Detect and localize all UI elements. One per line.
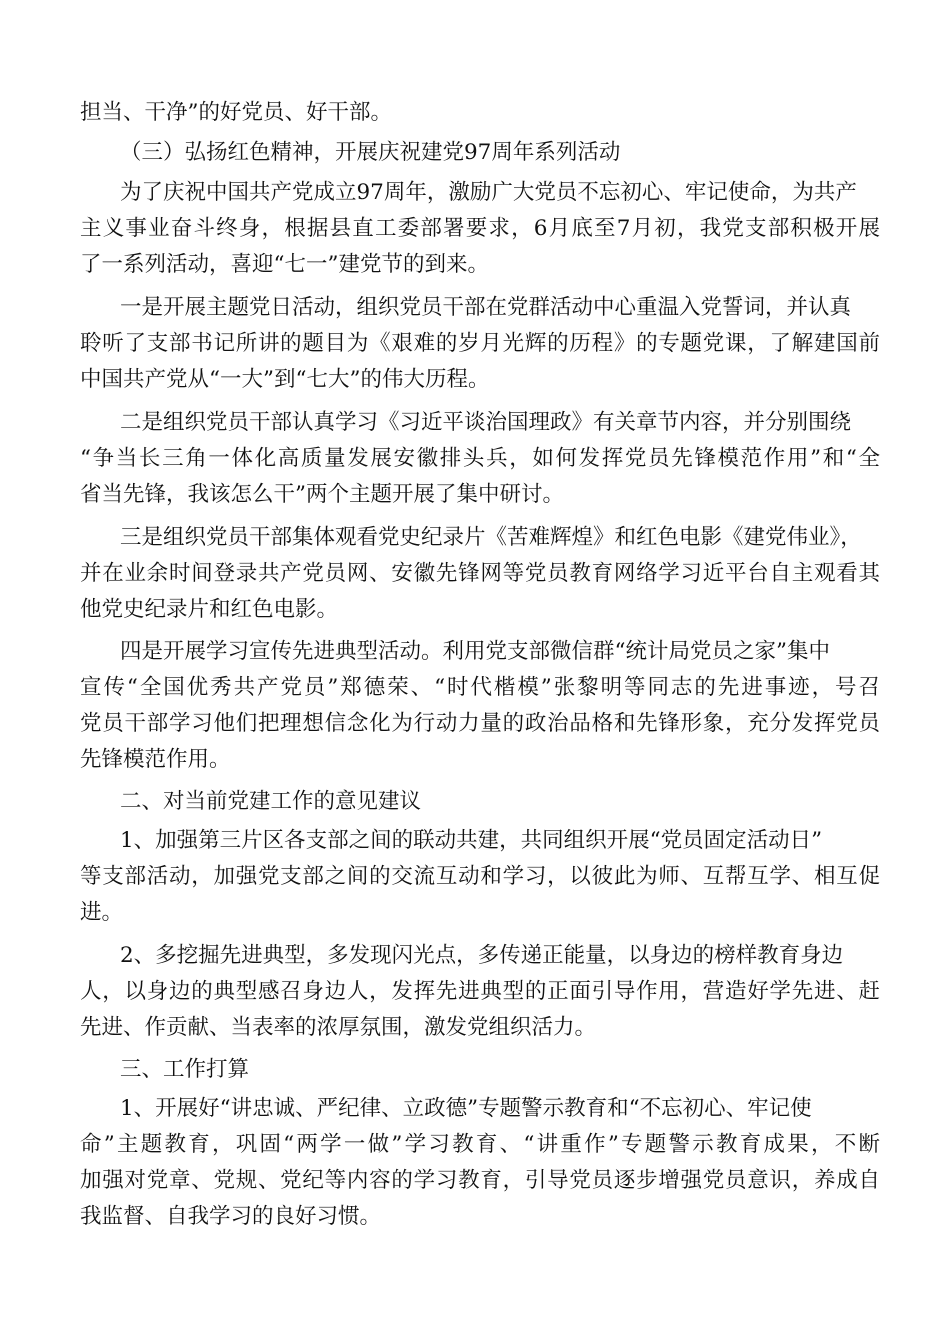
text-line: 先进、作贡献、当表率的浓厚氛围，激发党组织活力。 bbox=[80, 1015, 597, 1040]
text-line: 一是开展主题党日活动，组织党员干部在党群活动中心重温入党誓词，并认真 bbox=[120, 295, 852, 320]
text-line: 了一系列活动，喜迎“七一”建党节的到来。 bbox=[80, 252, 489, 277]
text-line: 担当、干净”的好党员、好干部。 bbox=[80, 100, 392, 125]
text-line: 党员干部学习他们把理想信念化为行动力量的政治品格和先锋形象，充分发挥党员 bbox=[80, 711, 880, 736]
text-line: 中国共产党从“一大”到“七大”的伟大历程。 bbox=[80, 367, 490, 392]
text-line: “争当长三角一体化高质量发展安徽排头兵，如何发挥党员先锋模范作用”和“全 bbox=[80, 446, 880, 471]
text-line: 人，以身边的典型感召身边人，发挥先进典型的正面引导作用，营造好学先进、赶 bbox=[80, 979, 880, 1004]
text-line: 省当先锋，我该怎么干”两个主题开展了集中研讨。 bbox=[80, 482, 564, 507]
text-line: 并在业余时间登录共产党员网、安徽先锋网等党员教育网络学习近平台自主观看其 bbox=[80, 561, 880, 586]
section-heading: 三、工作打算 bbox=[120, 1057, 250, 1082]
text-line: 四是开展学习宣传先进典型活动。利用党支部微信群“统计局党员之家”集中 bbox=[120, 639, 830, 664]
text-line: 1、加强第三片区各支部之间的联动共建，共同组织开展“党员固定活动日” bbox=[120, 828, 823, 853]
section-subheading: （三）弘扬红色精神，开展庆祝建党97周年系列活动 bbox=[120, 140, 621, 165]
text-line: 2、多挖掘先进典型，多发现闪光点，多传递正能量，以身边的榜样教育身边 bbox=[120, 943, 844, 968]
text-line: 二是组织党员干部认真学习《习近平谈治国理政》有关章节内容，并分别围绕 bbox=[120, 410, 852, 435]
text-line: 先锋模范作用。 bbox=[80, 747, 231, 772]
text-line: 宣传“全国优秀共产党员”郑德荣、“时代楷模”张黎明等同志的先进事迹，号召 bbox=[80, 675, 880, 700]
text-line: 进。 bbox=[80, 900, 124, 925]
text-line: 1、开展好“讲忠诚、严纪律、立政德”专题警示教育和“不忘初心、牢记使 bbox=[120, 1096, 812, 1121]
section-heading: 二、对当前党建工作的意见建议 bbox=[120, 789, 422, 814]
text-line: 命”主题教育，巩固“两学一做”学习教育、“讲重作”专题警示教育成果，不断 bbox=[80, 1132, 880, 1157]
text-line: 等支部活动，加强党支部之间的交流互动和学习，以彼此为师、互帮互学、相互促 bbox=[80, 864, 880, 889]
text-line: 聆听了支部书记所讲的题目为《艰难的岁月光辉的历程》的专题党课，了解建国前 bbox=[80, 331, 880, 356]
text-line: 他党史纪录片和红色电影。 bbox=[80, 597, 339, 622]
text-line: 加强对党章、党规、党纪等内容的学习教育，引导党员逐步增强党员意识，养成自 bbox=[80, 1168, 880, 1193]
text-line: 为了庆祝中国共产党成立97周年，激励广大党员不忘初心、牢记使命，为共产 bbox=[120, 180, 857, 205]
text-line: 三是组织党员干部集体观看党史纪录片《苦难辉煌》和红色电影《建党伟业》， bbox=[120, 525, 862, 550]
text-line: 主义事业奋斗终身，根据县直工委部署要求，6月底至7月初，我党支部积极开展 bbox=[80, 216, 880, 241]
text-line: 我监督、自我学习的良好习惯。 bbox=[80, 1204, 382, 1229]
